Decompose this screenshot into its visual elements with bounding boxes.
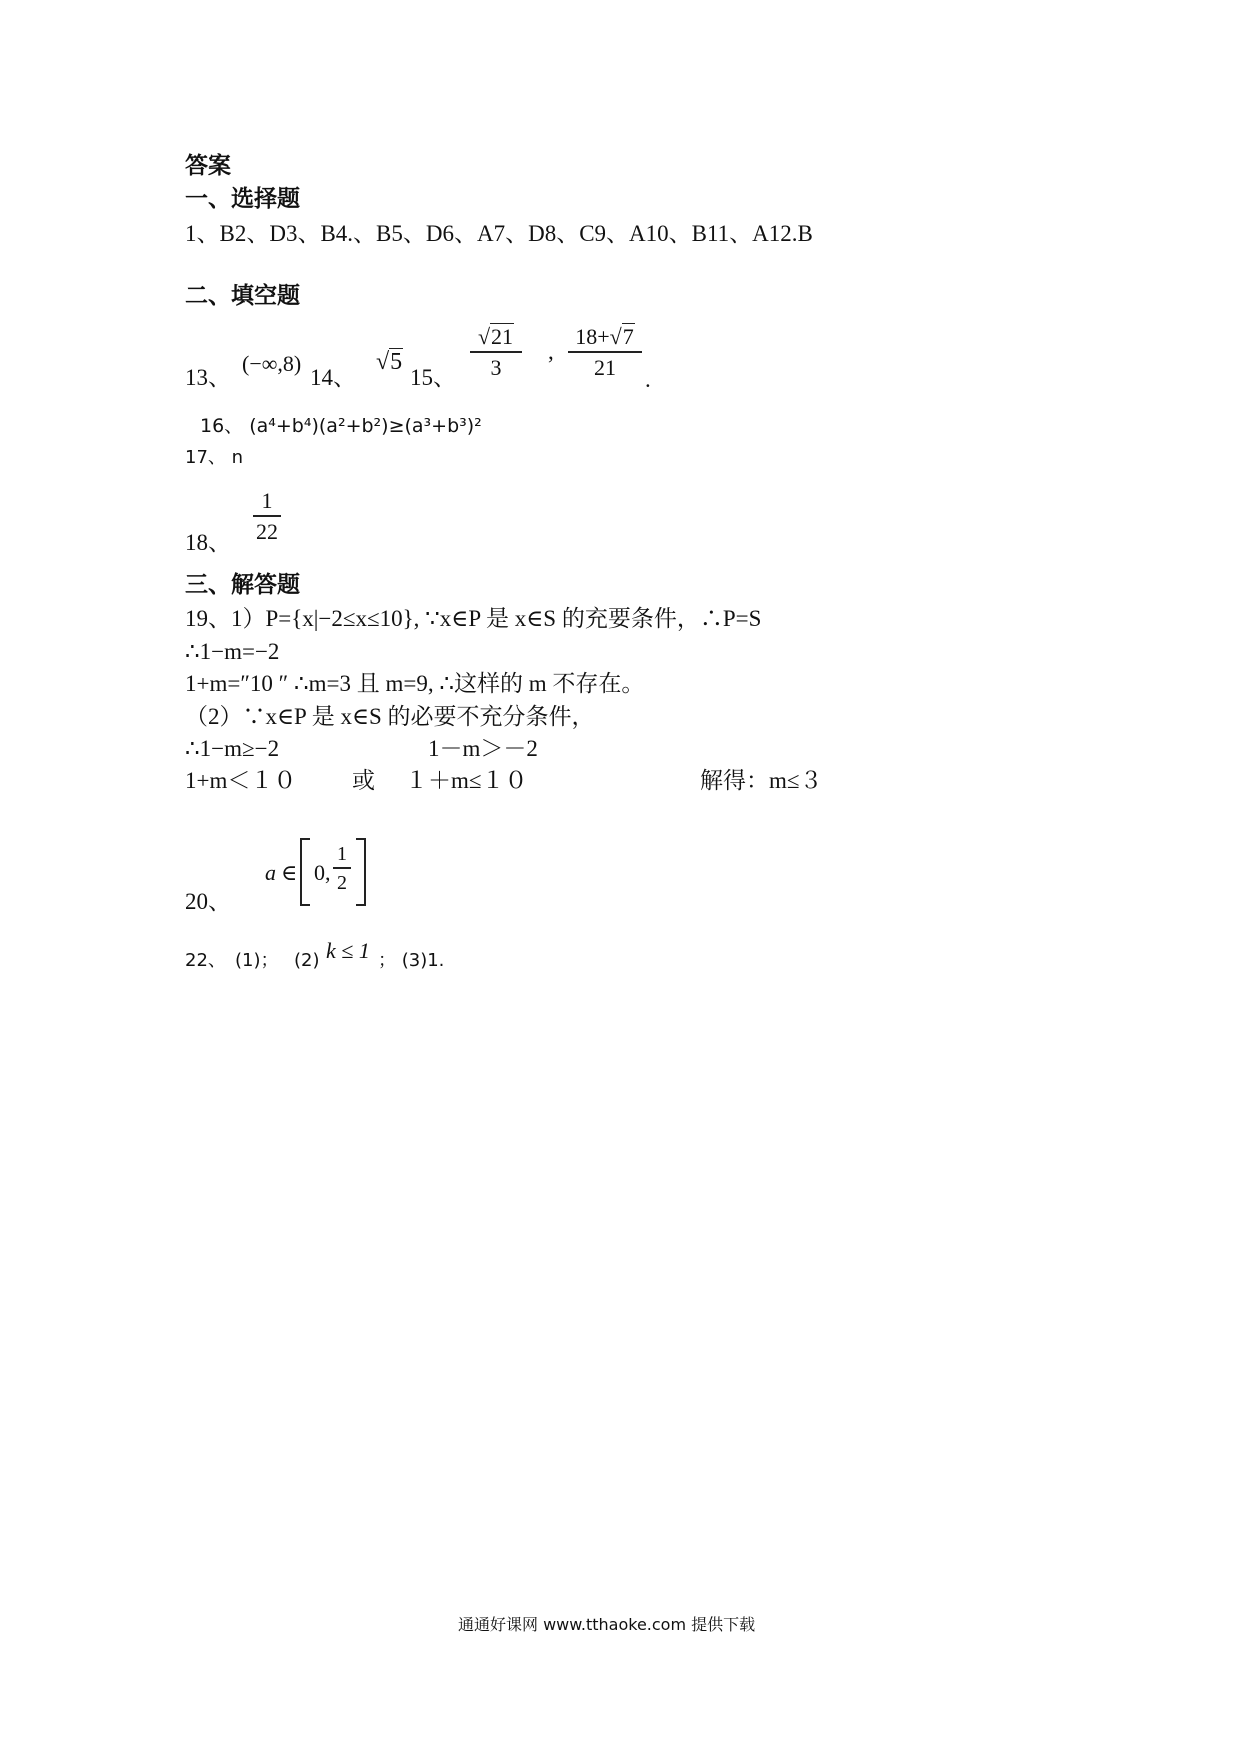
section-heading-fill: 二、填空题 — [185, 283, 300, 309]
sqrt-icon: √ — [376, 349, 390, 375]
q20-variable: a — [265, 860, 276, 885]
section-heading-choice: 一、选择题 — [185, 186, 300, 212]
q20-label: 20、 — [185, 889, 231, 914]
q15-period: . — [645, 367, 651, 392]
q15-fraction-2: 18+√7 21 — [568, 326, 642, 379]
q19-line-1: 19、1）P={x|−2≤x≤10}, ∵x∈P 是 x∈S 的充要条件，∴P=S — [185, 606, 762, 631]
q19-line-6a: 1+m＜１０ — [185, 768, 297, 793]
q14-label: 14、 — [310, 365, 356, 390]
q19-line-6c: １＋m≤１０ — [405, 768, 528, 793]
q22-part-3: ； (3)1. — [378, 950, 445, 971]
sqrt-icon: √ — [477, 324, 491, 349]
q20-element-of: ∈ — [281, 860, 298, 885]
q15-comma: , — [548, 339, 554, 364]
sqrt-icon: √ — [609, 324, 622, 349]
q19-line-3: 1+m=″10 ″ ∴m=3 且 m=9, ∴这样的 m 不存在。 — [185, 671, 645, 696]
section-heading-solve: 三、解答题 — [185, 572, 300, 598]
q20-bracket-left — [300, 838, 310, 906]
q14-value: √5 — [376, 349, 403, 375]
q15-label: 15、 — [410, 365, 456, 390]
q13-value: (−∞,8) — [242, 351, 302, 376]
choice-answers: 1、B2、D3、B4.、B5、D6、A7、D8、C9、A10、B11、A12.B — [185, 221, 813, 246]
q19-line-4: （2）∵x∈P 是 x∈S 的必要不充分条件， — [185, 704, 595, 729]
q13-label: 13、 — [185, 365, 231, 390]
q22-part-1: (1)； — [235, 950, 279, 971]
page-footer: 通通好课网 www.tthaoke.com 提供下载 — [458, 1615, 756, 1634]
q19-line-6b: 或 — [352, 768, 375, 793]
q22-k-inequality: k ≤ 1 — [326, 938, 370, 963]
q20-fraction: 1 2 — [333, 844, 351, 893]
q19-line-2: ∴1−m=−2 — [185, 639, 280, 664]
q15-fraction-1: √21 3 — [470, 326, 522, 379]
q18-label: 18、 — [185, 530, 231, 555]
q18-fraction: 1 22 — [253, 490, 281, 543]
q20-zero: 0, — [314, 860, 331, 885]
q20-bracket-right — [356, 838, 366, 906]
answer-title: 答案 — [185, 153, 231, 179]
q19-line-6d: 解得：m≤３ — [700, 768, 823, 793]
q19-line-5a: ∴1−m≥−2 — [185, 736, 280, 761]
q22-label: 22、 — [185, 950, 226, 971]
q16-answer: 16、 (a⁴+b⁴)(a²+b²)≥(a³+b³)² — [200, 415, 482, 437]
q22-part-2: (2) — [294, 950, 320, 971]
q17-answer: 17、 n — [185, 447, 244, 468]
q19-line-5b: 1－m＞－2 — [428, 736, 538, 761]
